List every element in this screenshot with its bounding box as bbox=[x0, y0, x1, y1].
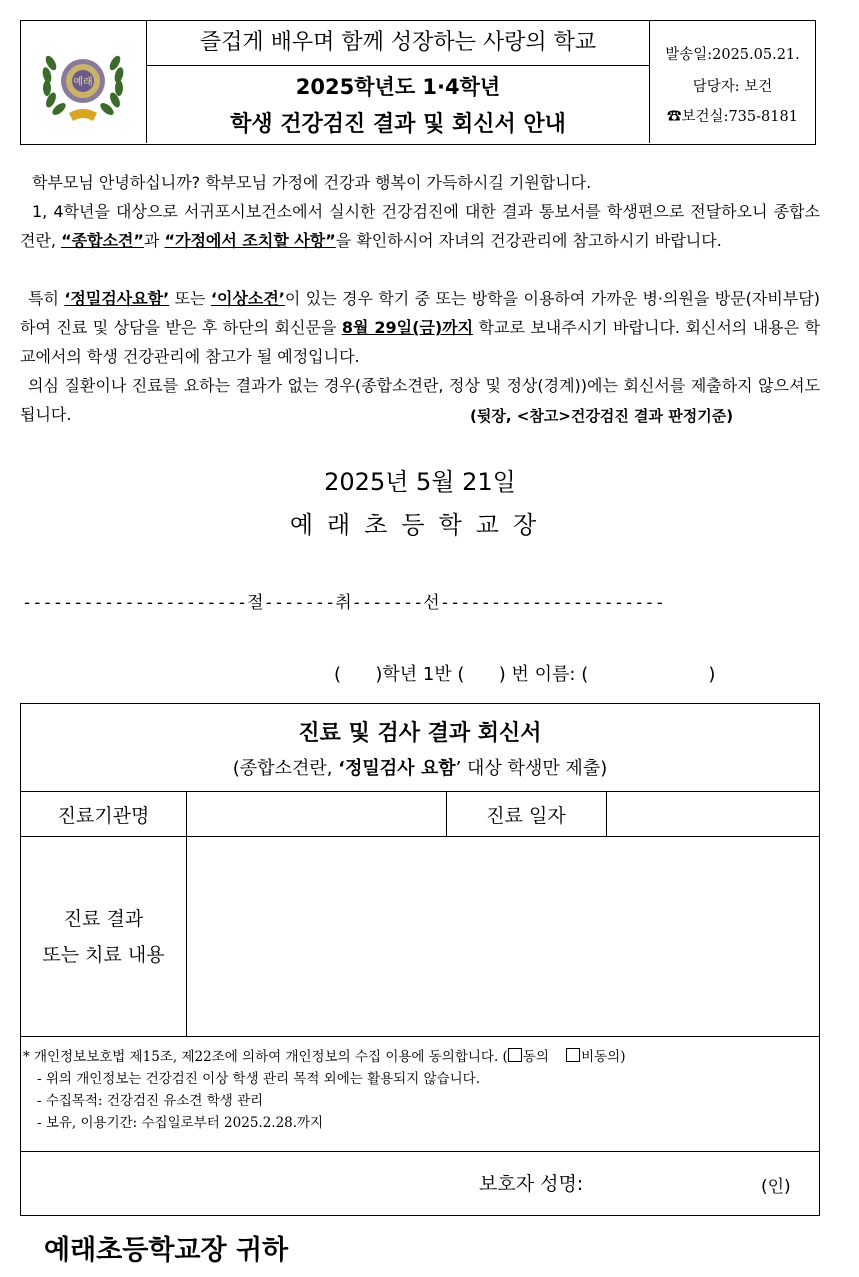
issue-date: 발송일:2025.05.21. bbox=[665, 47, 800, 63]
visit-date-input[interactable] bbox=[608, 793, 816, 834]
consent-line: - 보유, 이용기간: 수집일로부터 2025.2.28.까지 bbox=[37, 1115, 324, 1131]
form-subtitle-bold: ‘정밀검사 요함 bbox=[338, 758, 456, 779]
detailed-exam-highlight: ‘정밀검사요함’ bbox=[64, 289, 170, 308]
emblem-text: 예래 bbox=[73, 77, 93, 88]
form-divider bbox=[21, 791, 819, 792]
followup-text: 특히 bbox=[28, 289, 65, 308]
overall-opinion-highlight: “종합소견” bbox=[61, 231, 144, 250]
institution-label: 진료기관명 bbox=[57, 805, 150, 827]
notice-text: 과 bbox=[143, 231, 165, 250]
result-label-line1: 진료 결과 bbox=[63, 908, 144, 930]
followup-text: 또는 bbox=[169, 289, 211, 308]
result-label-line2: 또는 치료 내용 bbox=[42, 944, 165, 966]
form-subtitle-text: ’ 대상 학생만 제출) bbox=[455, 758, 608, 779]
form-subtitle bbox=[21, 754, 819, 780]
form-divider bbox=[21, 836, 819, 837]
agree-label: 동의 bbox=[522, 1049, 549, 1065]
principal-signature: 예래초등학교장 bbox=[289, 511, 551, 539]
guardian-name-input[interactable] bbox=[621, 1162, 756, 1202]
school-motto: 즐겁게 배우며 함께 성장하는 사랑의 학교 bbox=[147, 21, 649, 66]
greeting-paragraph: 학부모님 안녕하십니까? 학부모님 가정에 건강과 행복이 가득하시길 기원합니다. bbox=[32, 173, 592, 192]
school-emblem-icon bbox=[39, 43, 127, 123]
result-input[interactable] bbox=[188, 838, 816, 1034]
consent-text: * 개인정보보호법 제15조, 제22조에 의하여 개인정보의 수집 이용에 동의합니다. ( bbox=[23, 1049, 508, 1065]
disagree-checkbox[interactable] bbox=[566, 1048, 580, 1062]
consent-line: - 수집목적: 건강검진 유소견 학생 관리 bbox=[37, 1093, 264, 1109]
home-action-highlight: “가정에서 조치할 사항” bbox=[164, 231, 336, 250]
document-header bbox=[20, 20, 816, 145]
form-column-divider bbox=[186, 791, 187, 1036]
reply-form bbox=[20, 703, 820, 1216]
form-title: 진료 및 검사 결과 회신서 bbox=[298, 721, 542, 746]
followup-paragraph bbox=[20, 284, 820, 371]
abnormal-finding-highlight: ‘이상소견’ bbox=[210, 289, 285, 308]
disagree-label: 비동의) bbox=[581, 1049, 626, 1065]
title-grade: 2025학년도 1·4학년 bbox=[295, 75, 501, 99]
agree-checkbox[interactable] bbox=[508, 1048, 522, 1062]
student-info-line: ( )학년 1반 ( ) 번 이름: ( ) bbox=[334, 664, 716, 685]
notice-paragraph bbox=[20, 197, 820, 255]
reference-note: (뒷장, <참고>건강검진 결과 판정기준) bbox=[470, 407, 734, 425]
exemption-paragraph: 의심 질환이나 진료를 요하는 결과가 없는 경우(종합소견란, 정상 및 정상(경계))에는 회신서를 제출하지 않으셔도 됩니다. bbox=[20, 376, 820, 424]
seal-mark: (인) bbox=[761, 1177, 791, 1197]
document-date: 2025년 5월 21일 bbox=[324, 468, 516, 496]
consent-line: - 위의 개인정보는 건강검진 이상 학생 관리 목적 외에는 활용되지 않습니다. bbox=[37, 1071, 480, 1087]
header-meta-cell bbox=[650, 21, 815, 143]
form-divider bbox=[21, 1036, 819, 1037]
form-subtitle-text: (종합소견란, bbox=[232, 758, 339, 779]
deadline-highlight: 8월 29일(금)까지 bbox=[341, 318, 474, 337]
contact-phone: ☎보건실:735-8181 bbox=[667, 109, 798, 125]
followup-text: 이 있는 경우 학기 중 또는 방학을 이용하여 가까운 병·의원을 방문(자비부담)하여 진료 및 상담을 받은 후 하단의 회신문을 bbox=[20, 289, 820, 337]
followup-text: 학교로 보내주시기 바랍니다. 회신서의 내용은 학교에서의 학생 건강관리에 참고가 될 예정입니다. bbox=[20, 318, 820, 366]
visit-date-label: 진료 일자 bbox=[486, 805, 566, 827]
form-addressee: 예래초등학교장 귀하 bbox=[44, 1235, 289, 1266]
header-title-cell bbox=[147, 21, 650, 143]
privacy-consent bbox=[23, 1046, 813, 1134]
form-column-divider bbox=[606, 791, 607, 836]
notice-text: 을 확인하시어 자녀의 건강관리에 참고하시기 바랍니다. bbox=[335, 231, 722, 250]
form-divider bbox=[21, 1151, 819, 1152]
institution-input[interactable] bbox=[188, 793, 444, 834]
notice-text: 1, 4학년을 대상으로 서귀포시보건소에서 실시한 건강검진에 대한 결과 통보서를 학생편으로 전달하오니 종합소견란, bbox=[20, 202, 820, 250]
person-in-charge: 담당자: 보건 bbox=[692, 79, 773, 95]
consent-line bbox=[23, 1046, 813, 1068]
cut-line: ----------------------절-------취-------선---------------------- bbox=[22, 593, 665, 613]
document-title: 학생 건강검진 결과 및 회신서 안내 bbox=[230, 112, 566, 137]
guardian-name-label: 보호자 성명: bbox=[479, 1173, 584, 1195]
school-emblem-cell bbox=[21, 21, 147, 143]
